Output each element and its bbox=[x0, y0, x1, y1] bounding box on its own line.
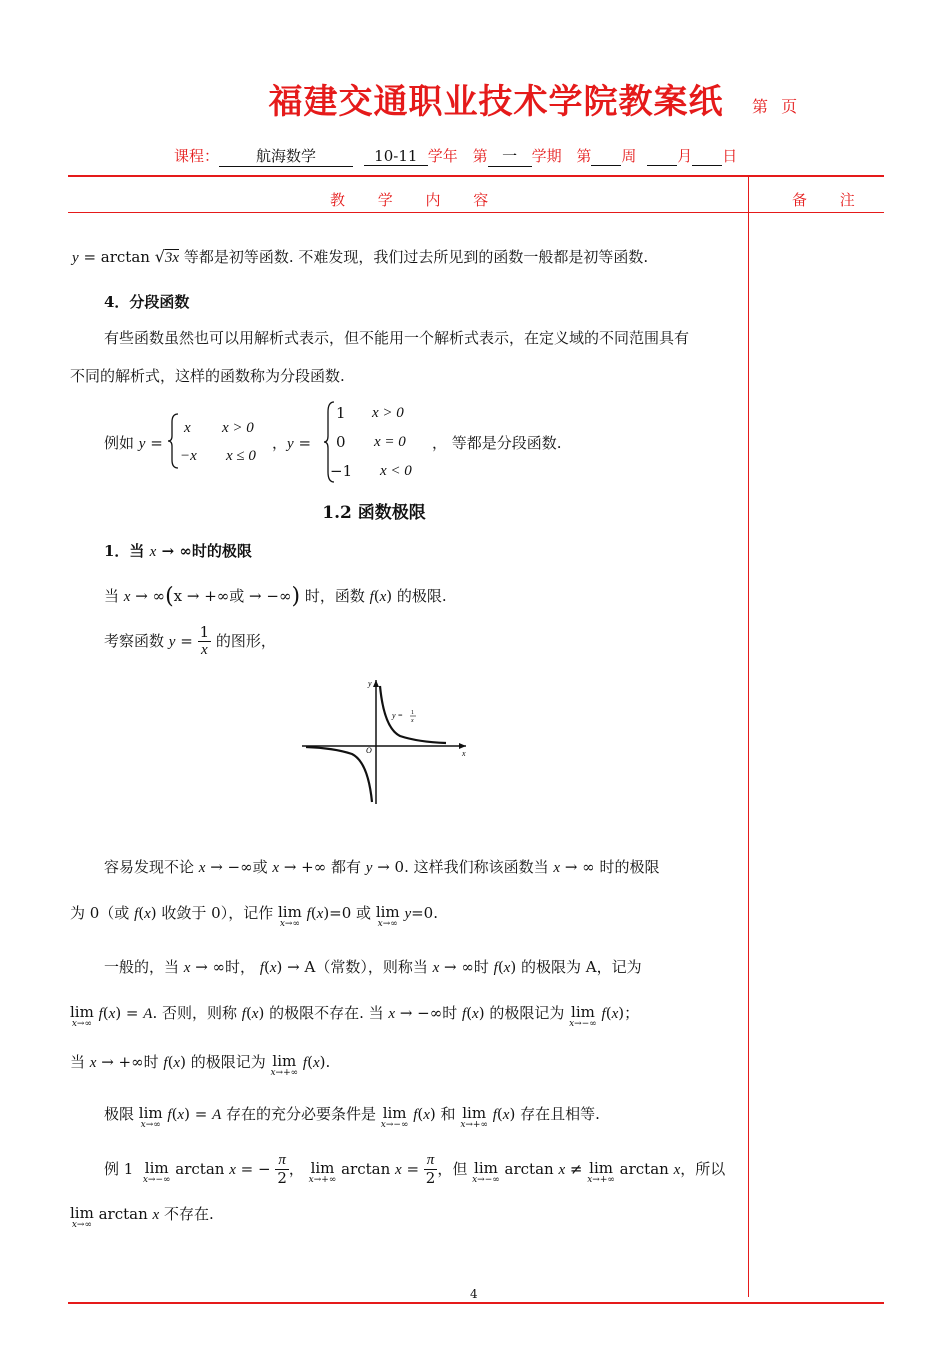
day-label: 日 bbox=[722, 147, 738, 165]
elementary-text: 等都是初等函数. 不难发现，我们过去所见到的函数一般都是初等函数. bbox=[183, 248, 649, 266]
page-number: 4 bbox=[470, 1287, 478, 1301]
para-condition: 极限 lim x→∞ f(x) = A 存在的充分必要条件是 lim x→−∞ f(x) 和 lim x→+∞ f(x) 存在且相等. bbox=[104, 1104, 600, 1130]
svg-text:y: y bbox=[368, 679, 372, 688]
page-label: 第 页 bbox=[752, 97, 802, 116]
cond-2a: x > 0 bbox=[372, 405, 404, 421]
term-value: 一 bbox=[488, 145, 532, 167]
piece-1b: −x bbox=[180, 448, 197, 464]
brace-1 bbox=[166, 412, 180, 470]
piece-2a: 1 bbox=[336, 404, 346, 422]
content-column-header: 教 学 内 容 bbox=[330, 191, 503, 209]
svg-text:1: 1 bbox=[411, 710, 414, 716]
heading-limit-infinity: 1．当 x → ∞时的极限 bbox=[104, 542, 252, 560]
example-suffix: ， 等都是分段函数. bbox=[432, 434, 562, 452]
table-top-rule bbox=[68, 175, 884, 177]
document-title: 福建交通职业技术学院教案纸 bbox=[268, 82, 724, 122]
graph-label: y = bbox=[392, 711, 403, 720]
para-general-3: 当 x → +∞时 f(x) 的极限记为 lim x→+∞ f(x). bbox=[70, 1052, 331, 1078]
month-label: 月 bbox=[677, 147, 693, 165]
hyperbola-graph bbox=[300, 676, 472, 808]
para-piecewise-1: 有些函数虽然也可以用解析式表示，但不能用一个解析式表示，在定义域的不同范围具有 bbox=[104, 329, 690, 347]
week-prefix: 第 bbox=[576, 147, 592, 165]
term-suffix: 学期 bbox=[531, 147, 562, 165]
month-blank bbox=[647, 147, 677, 166]
year-suffix: 学年 bbox=[427, 147, 458, 165]
term-prefix: 第 bbox=[472, 147, 488, 165]
course-label: 课程： bbox=[174, 147, 220, 165]
heading-piecewise: 4．分段函数 bbox=[104, 293, 190, 311]
section-title: 1.2 函数极限 bbox=[322, 503, 426, 523]
cond-1a: x > 0 bbox=[222, 420, 254, 436]
para-limit-intro: 当 x → ∞(x → +∞或 → −∞) 时，函数 f(x) 的极限. bbox=[104, 584, 447, 609]
cond-1b: x ≤ 0 bbox=[226, 448, 256, 464]
para-general-1: 一般的，当 x → ∞时， f(x) → A（常数），则称当 x → ∞时 f(x) 的极限为 A，记为 bbox=[104, 958, 642, 976]
line-elementary: y = arctan √3x 等都是初等函数. 不难发现，我们过去所见到的函数一般都是初等函数. bbox=[72, 247, 649, 266]
piece-2b: 0 bbox=[336, 433, 346, 451]
cond-2b: x = 0 bbox=[374, 434, 406, 450]
svg-text:x: x bbox=[411, 718, 414, 724]
course-line bbox=[174, 145, 737, 167]
day-blank bbox=[692, 147, 722, 166]
remarks-column-header: 备 注 bbox=[792, 191, 869, 209]
para-piecewise-2: 不同的解析式，这样的函数称为分段函数. bbox=[70, 367, 345, 385]
para-general-2: lim x→∞ f(x) = A. 否则，则称 f(x) 的极限不存在. 当 x → −∞时 f(x) 的极限记为 lim x→−∞ f(x)； bbox=[70, 1003, 640, 1029]
para-easy-1: 容易发现不论 x → −∞或 x → +∞ 都有 y → 0. 这样我们称该函数当 x → ∞ 时的极限 bbox=[104, 858, 660, 876]
course-name: 航海数学 bbox=[219, 145, 353, 167]
para-easy-2: 为 0（或 f(x) 收敛于 0），记作 lim x→∞ f(x)=0 或 lim x→∞ y=0. bbox=[70, 903, 438, 929]
week-label: 周 bbox=[621, 147, 637, 165]
week-blank bbox=[591, 147, 621, 166]
para-consider: 考察函数 y = $\frac{1}{x}$ 的图形， bbox=[104, 623, 276, 659]
cond-2c: x < 0 bbox=[380, 463, 412, 479]
piece-1a: x bbox=[184, 420, 191, 436]
header-bottom-rule bbox=[68, 212, 884, 213]
piece-2c: −1 bbox=[330, 462, 353, 480]
school-year: 10-11 bbox=[364, 147, 428, 166]
example-1-end: lim x→∞ arctan x 不存在. bbox=[70, 1204, 214, 1230]
svg-text:O: O bbox=[366, 746, 372, 755]
example-1: 例 1 lim x→−∞ arctan x = − $\frac{\pi}{2}$ ， lim x→+∞ arctan x = $\frac{\pi}{2}$ ，但 lim x→−∞ arctan x ≠ lim x→+∞ arctan x，所以 bbox=[104, 1152, 726, 1188]
svg-text:x: x bbox=[462, 749, 466, 758]
comma-1: ，y = bbox=[272, 434, 312, 452]
example-prefix: 例如 y = bbox=[104, 434, 163, 452]
